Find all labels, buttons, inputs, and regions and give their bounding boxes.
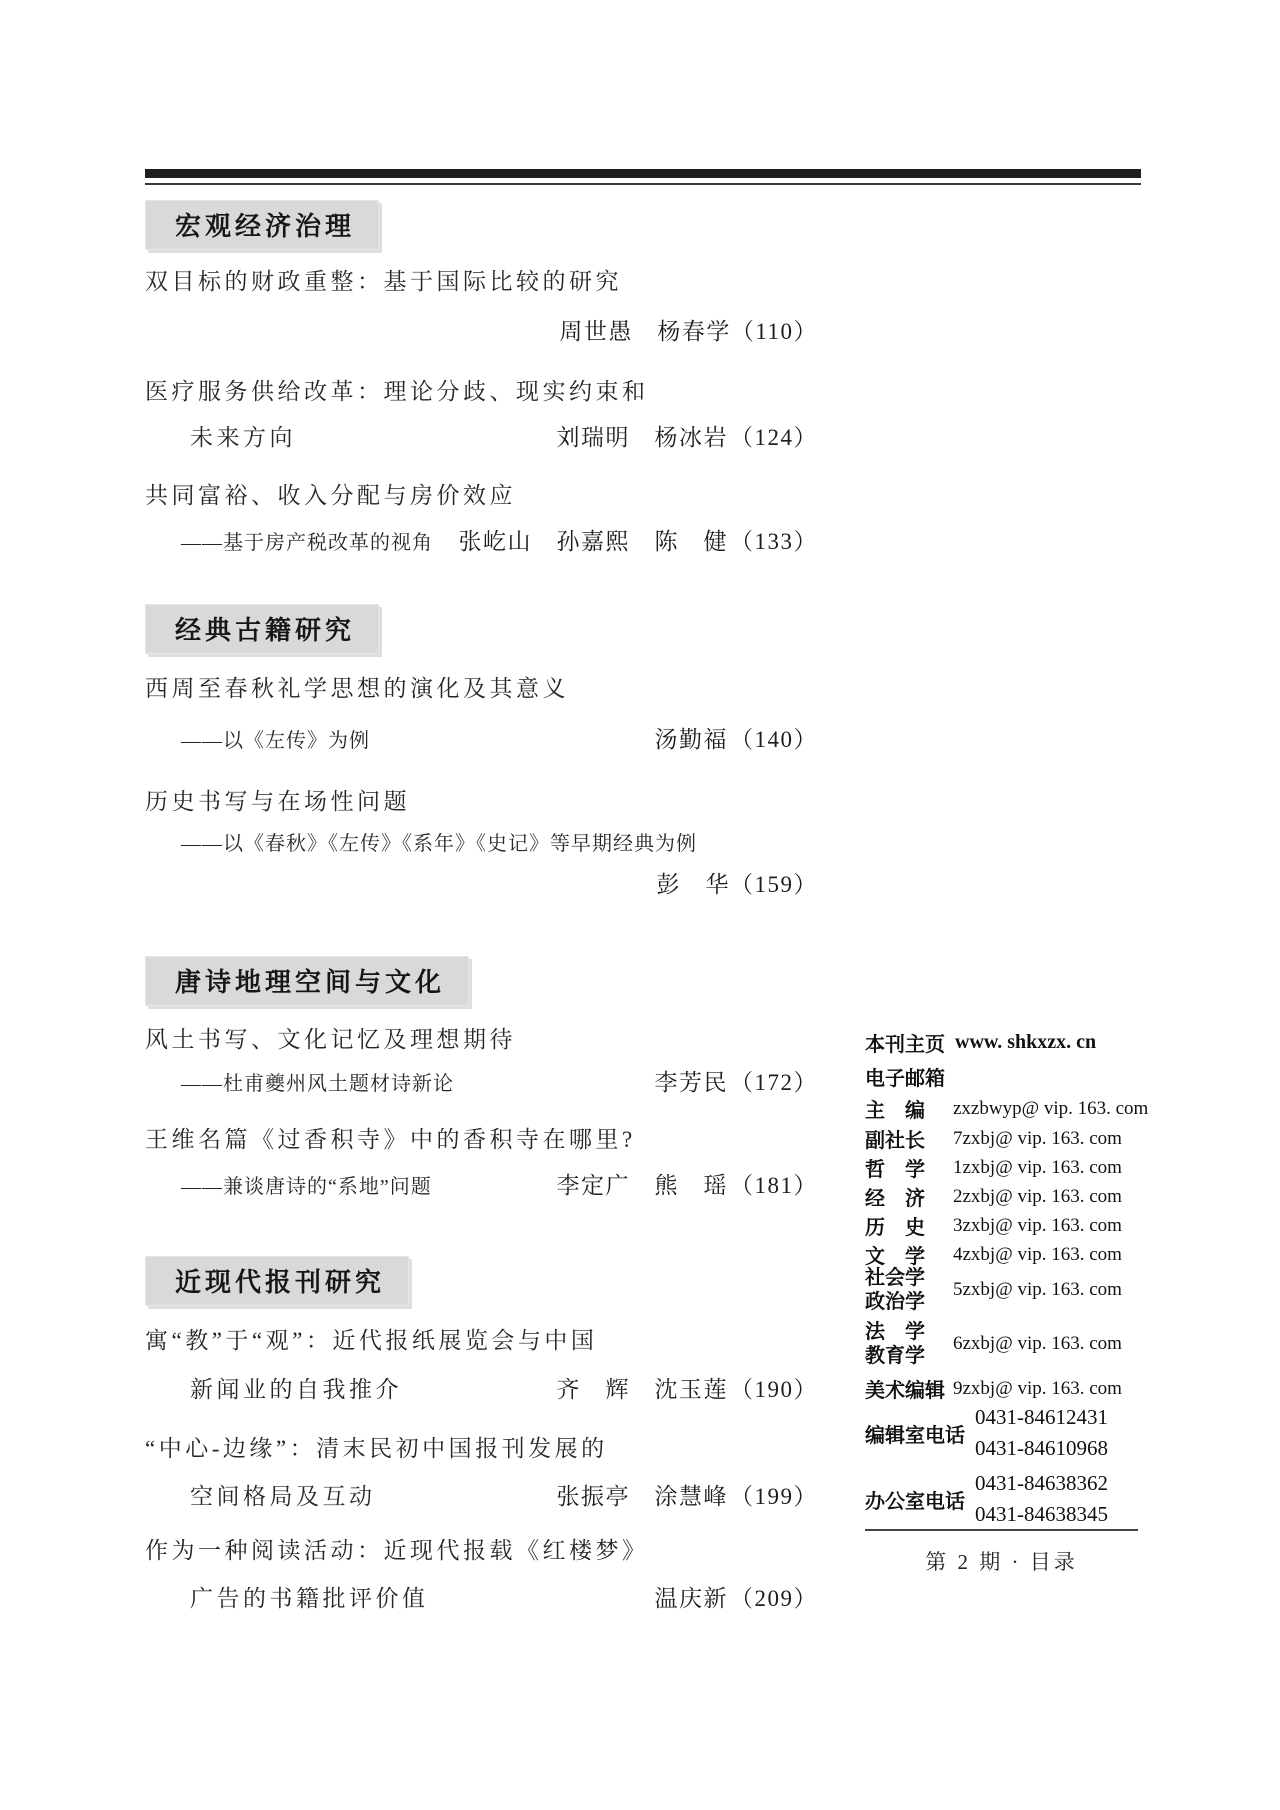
email-row-law-education (865, 1320, 1141, 1368)
phone-row-editorial-office (865, 1402, 1141, 1464)
email-address: 7zxbj@ vip. 163. com (953, 1127, 1122, 1149)
section-header-classics: 经典古籍研究 (145, 604, 379, 654)
article-subtitle: 广告的书籍批评价值 (190, 1586, 429, 1611)
page-number: （124） (730, 425, 818, 450)
phone-number: 0431-84638362 (975, 1471, 1108, 1495)
article-authors (655, 1580, 819, 1613)
email-address: zxzbwyp@ vip. 163. com (953, 1097, 1149, 1119)
phone-row-admin-office (865, 1468, 1141, 1530)
article-subtitle-row (145, 1478, 818, 1511)
email-label-line2: 教育学 (865, 1345, 925, 1367)
author-names: 齐 辉 沈玉莲 (556, 1377, 728, 1402)
article-title: 王维名篇《过香积寺》中的香积寺在哪里? (145, 1127, 636, 1152)
page-number: （181） (730, 1173, 818, 1198)
article-subtitle-row (145, 721, 818, 754)
article-authors (557, 1167, 819, 1200)
article-authors (655, 1064, 819, 1097)
page-number: （133） (730, 529, 818, 554)
article-subtitle-row (145, 1371, 818, 1404)
homepage-label: 本刊主页 (865, 1034, 945, 1056)
article-subtitle: ——以《左传》为例 (181, 730, 370, 752)
phone-number: 0431-84638345 (975, 1502, 1108, 1526)
author-names: 刘瑞明 杨冰岩 (556, 425, 728, 450)
article-subtitle: 未来方向 (190, 425, 296, 450)
article-authors (557, 419, 819, 452)
author-names: 温庆新 (654, 1586, 728, 1611)
journal-homepage (865, 1028, 1141, 1057)
article-subtitle: ——杜甫夔州风土题材诗新论 (181, 1073, 454, 1095)
section-header-macro-economy: 宏观经济治理 (145, 200, 379, 250)
email-address: 5zxbj@ vip. 163. com (953, 1279, 1122, 1300)
article-subtitle: ——以《春秋》《左传》《系年》《史记》等早期经典为例 (181, 833, 697, 855)
article-authors (459, 523, 819, 556)
sidebar-footer-rule (865, 1529, 1138, 1531)
email-label: 哲 学 (865, 1159, 925, 1181)
article-subtitle-row (145, 1580, 818, 1613)
email-label-line1: 法 学 (865, 1321, 925, 1343)
article-subtitle: ——兼谈唐诗的“系地”问题 (181, 1176, 432, 1198)
article-subtitle-row (145, 827, 818, 856)
email-address: 6zxbj@ vip. 163. com (953, 1333, 1122, 1354)
email-address: 3zxbj@ vip. 163. com (953, 1214, 1122, 1236)
email-address: 4zxbj@ vip. 163. com (953, 1243, 1122, 1265)
page-number: （110） (730, 319, 818, 344)
article-authors (557, 1478, 819, 1511)
email-label: 经 济 (865, 1188, 925, 1210)
email-row-literature (865, 1240, 1141, 1269)
email-label: 副社长 (865, 1130, 925, 1152)
issue-footer: 第 2 期 · 目录 (925, 1550, 1078, 1574)
article-title: 共同富裕、收入分配与房价效应 (145, 483, 516, 508)
author-names: 汤勤福 (654, 727, 728, 752)
phone-numbers (975, 1402, 1108, 1464)
article-authors (145, 313, 818, 346)
page-number: （209） (730, 1586, 818, 1611)
page-number: （190） (730, 1377, 818, 1402)
email-label: 历 史 (865, 1217, 925, 1239)
article-authors (557, 1371, 819, 1404)
article-subtitle-row (145, 523, 818, 556)
section-header-modern-press: 近现代报刊研究 (145, 1256, 409, 1306)
email-label: 美术编辑 (865, 1380, 945, 1402)
author-names: 李芳民 (654, 1070, 728, 1095)
email-label (865, 1320, 953, 1368)
author-names: 周世愚 杨春学 (559, 319, 731, 344)
page-number: （140） (730, 727, 818, 752)
article-title: 历史书写与在场性问题 (145, 789, 410, 814)
article-authors (145, 866, 818, 899)
article-title: 作为一种阅读活动：近现代报载《红楼梦》 (145, 1538, 649, 1563)
email-address: 1zxbj@ vip. 163. com (953, 1156, 1122, 1178)
email-row-deputy-director (865, 1124, 1141, 1153)
article-subtitle-row (145, 1064, 818, 1097)
email-label-line1: 社会学 (865, 1267, 925, 1289)
page-number: （159） (730, 872, 818, 897)
author-names: 张屹山 孙嘉熙 陈 健 (458, 529, 728, 554)
article-subtitle: ——基于房产税改革的视角 (181, 532, 433, 554)
email-address: 9zxbj@ vip. 163. com (953, 1377, 1122, 1399)
phone-label: 办公室电话 (865, 1490, 965, 1513)
top-rule-thick (145, 169, 1141, 178)
phone-number: 0431-84612431 (975, 1405, 1108, 1429)
email-row-economics (865, 1182, 1141, 1211)
author-names: 彭 华 (656, 872, 730, 897)
email-row-history (865, 1211, 1141, 1240)
email-label: 主 编 (865, 1100, 925, 1122)
email-row-sociology-politics (865, 1266, 1141, 1314)
email-label-line2: 政治学 (865, 1291, 925, 1313)
phone-number: 0431-84610968 (975, 1436, 1108, 1460)
phone-label: 编辑室电话 (865, 1424, 965, 1447)
section-header-tang-poetry: 唐诗地理空间与文化 (145, 956, 469, 1006)
article-subtitle-row (145, 419, 818, 452)
article-title: “中心-边缘”：清末民初中国报刊发展的 (145, 1436, 608, 1461)
phone-numbers (975, 1468, 1108, 1530)
email-row-chief-editor (865, 1094, 1149, 1123)
article-title: 双目标的财政重整：基于国际比较的研究 (145, 269, 622, 294)
article-subtitle-row (145, 1167, 818, 1200)
top-rule-thin (145, 183, 1141, 185)
email-heading: 电子邮箱 (865, 1068, 945, 1090)
article-title: 寓“教”于“观”：近代报纸展览会与中国 (145, 1328, 598, 1353)
author-names: 李定广 熊 瑶 (556, 1173, 728, 1198)
article-title: 风土书写、文化记忆及理想期待 (145, 1027, 516, 1052)
article-subtitle: 空间格局及互动 (190, 1484, 376, 1509)
email-row-art-editor (865, 1374, 1141, 1403)
homepage-url: www. shkxzx. cn (955, 1031, 1097, 1053)
author-names: 张振亭 涂慧峰 (556, 1484, 728, 1509)
article-authors (655, 721, 819, 754)
email-address: 2zxbj@ vip. 163. com (953, 1185, 1122, 1207)
article-subtitle: 新闻业的自我推介 (190, 1377, 402, 1402)
email-label: 文 学 (865, 1246, 925, 1268)
page-number: （172） (730, 1070, 818, 1095)
article-title: 西周至春秋礼学思想的演化及其意义 (145, 676, 569, 701)
email-row-philosophy (865, 1153, 1141, 1182)
page-number: （199） (730, 1484, 818, 1509)
article-title: 医疗服务供给改革：理论分歧、现实约束和 (145, 379, 649, 404)
email-label (865, 1266, 953, 1314)
